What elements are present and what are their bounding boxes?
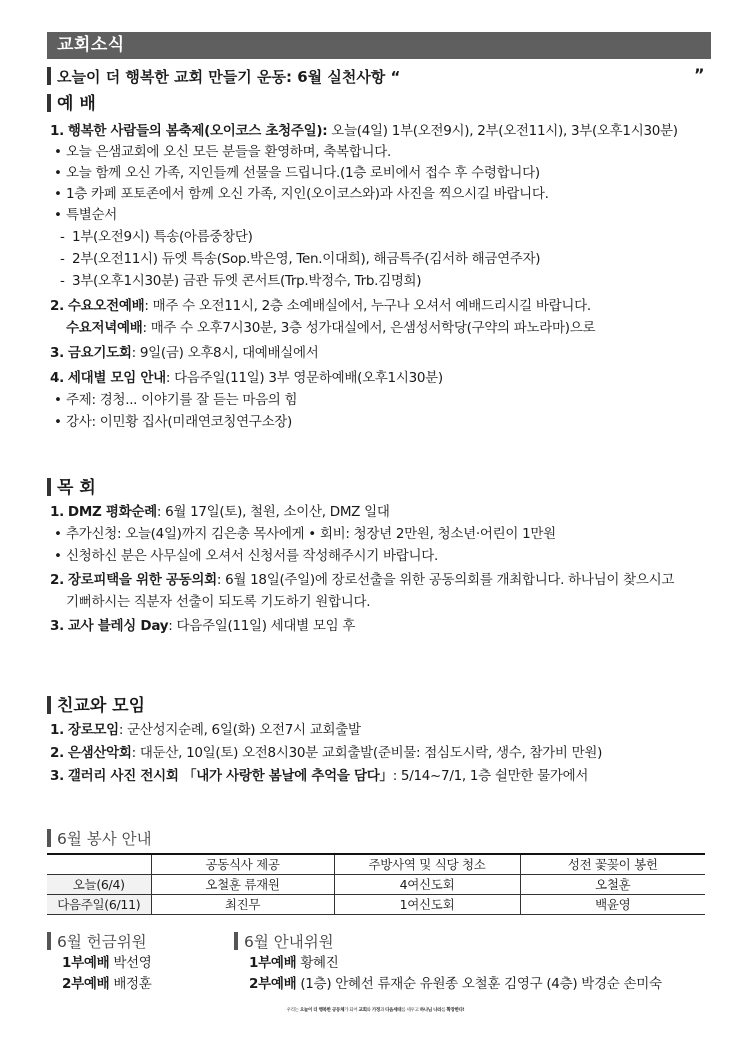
motto-emphasis: 오늘이 더 행복한 공동체 bbox=[299, 1008, 345, 1013]
motto-text: 를 bbox=[441, 1008, 447, 1013]
section-marker bbox=[47, 696, 51, 714]
row-label: 2부예배 bbox=[249, 976, 297, 992]
item-heading: 장로피택을 위한 공동의회 bbox=[67, 572, 217, 588]
dash-text: 1부(오전9시) 특송(아름중창단) bbox=[72, 229, 253, 245]
worship-item-4 bbox=[50, 369, 443, 387]
item-text: : 대둔산, 10일(토) 오전8시30분 교회출발(준비물: 점심도시락, 생수, 참가비 만원) bbox=[131, 745, 603, 761]
section-fellowship-label: 친교와 모임 bbox=[57, 696, 146, 716]
ministry-bullet: • 신청하신 분은 사무실에 오셔서 신청서를 작성해주시기 바랍니다. bbox=[54, 548, 438, 564]
ushers-row bbox=[249, 954, 339, 972]
ministry-item-2-cont: 기뻐하시는 직분자 선출이 되도록 기도하기 원합니다. bbox=[66, 594, 371, 610]
item-text: : 매주 수 오후7시30분, 3층 성가대실에서, 은샘성서학당(구약의 파노라마)으로 bbox=[142, 320, 596, 336]
section-ushers-label: 6월 안내위원 bbox=[244, 933, 334, 951]
motto-emphasis: 다음세대 bbox=[385, 1008, 402, 1013]
table-cell: 1여신도회 bbox=[334, 894, 520, 914]
table-cell: 다음주일(6/11) bbox=[47, 894, 151, 914]
item-heading: 수요오전예배 bbox=[67, 298, 145, 314]
section-service-label: 6월 봉사 안내 bbox=[57, 830, 152, 848]
row-names: (1층) 안혜선 류재순 유원종 오철훈 김영구 (4층) 박경순 손미숙 bbox=[296, 976, 662, 992]
ministry-item-1 bbox=[50, 503, 390, 521]
section-marker bbox=[47, 932, 51, 950]
worship-bullet: • 주제: 경청... 이야기를 잘 듣는 마음의 힘 bbox=[54, 392, 298, 408]
item-number: 1. bbox=[50, 504, 64, 520]
item-text: : 다음주일(11일) 세대별 모임 후 bbox=[168, 618, 356, 634]
item-text: : 6월 17일(토), 철원, 소이산, DMZ 일대 bbox=[156, 504, 390, 520]
table-header-cell: 주방사역 및 식당 청소 bbox=[334, 854, 520, 874]
table-header-cell: 성전 꽃꽂이 봉헌 bbox=[520, 854, 705, 874]
item-text: : 6월 18일(주일)에 장로선출을 위한 공동의회를 개최합니다. 하나님이 찾으시고 bbox=[216, 572, 675, 588]
motto-emphasis: 교회 bbox=[358, 1008, 367, 1013]
fellowship-item-1 bbox=[50, 721, 361, 739]
table-cell: 최진무 bbox=[151, 894, 334, 914]
item-heading: 갤러리 사진 전시회 「내가 사랑한 봄날에 추억을 담다」 bbox=[67, 768, 393, 784]
motto-emphasis: 확장한다! bbox=[446, 1008, 465, 1013]
bullet-text: 오늘 은샘교회에 오신 모든 분들을 환영하며, 축복합니다. bbox=[66, 144, 391, 160]
section-worship-label: 예 배 bbox=[57, 94, 96, 114]
service-table bbox=[47, 853, 705, 915]
bullet-text: 오늘 함께 오신 가족, 지인들께 선물을 드립니다.(1층 로비에서 접수 후 수령합니다) bbox=[66, 165, 540, 181]
worship-bullet: • 오늘 함께 오신 가족, 지인들께 선물을 드립니다.(1층 로비에서 접수 후 수령합니다) bbox=[54, 165, 540, 181]
row-names: 박선영 bbox=[109, 955, 152, 971]
item-number: 2. bbox=[50, 298, 64, 314]
row-names: 배정훈 bbox=[109, 976, 152, 992]
table-cell: 4여신도회 bbox=[334, 874, 520, 894]
item-number: 4. bbox=[50, 370, 64, 386]
table-header-row bbox=[47, 854, 705, 874]
item-number: 3. bbox=[50, 618, 64, 634]
section-marker bbox=[47, 94, 51, 112]
ushers-row bbox=[249, 975, 662, 993]
section-ministry-label: 목 회 bbox=[57, 478, 96, 498]
item-heading: 장로모임 bbox=[67, 722, 119, 738]
motto-text: 와 bbox=[366, 1008, 372, 1013]
item-heading: DMZ 평화순례 bbox=[67, 504, 157, 520]
table-row bbox=[47, 874, 705, 894]
bullet-text: 신청하신 분은 사무실에 오셔서 신청서를 작성해주시기 바랍니다. bbox=[66, 548, 438, 564]
offering-row bbox=[62, 975, 152, 993]
worship-item-3 bbox=[50, 344, 319, 362]
section-marker bbox=[47, 478, 51, 496]
table-cell: 오철훈 bbox=[520, 874, 705, 894]
section-worship-title bbox=[47, 94, 96, 114]
bullet-text: 주제: 경청... 이야기를 잘 듣는 마음의 힘 bbox=[66, 392, 298, 408]
fellowship-item-2 bbox=[50, 744, 602, 762]
ministry-item-2 bbox=[50, 571, 674, 589]
page-header: 교회소식 bbox=[47, 32, 711, 59]
section-marker bbox=[47, 829, 51, 847]
item-number: 2. bbox=[50, 745, 64, 761]
bullet-text: 1층 카페 포토존에서 함께 오신 가족, 지인(오이코스와)과 사진을 찍으시길 바랍니다. bbox=[66, 186, 549, 202]
row-label: 1부예배 bbox=[249, 955, 297, 971]
offering-row bbox=[62, 954, 152, 972]
section-marker bbox=[47, 67, 51, 85]
campaign-end-quote: ” bbox=[694, 65, 705, 84]
section-offering-title bbox=[47, 932, 147, 952]
motto-text: 과 bbox=[379, 1008, 386, 1013]
fellowship-item-3 bbox=[50, 767, 588, 785]
campaign-line bbox=[47, 67, 400, 87]
worship-item-2b bbox=[66, 319, 595, 337]
item-heading: 교사 블레싱 Day bbox=[67, 618, 169, 634]
worship-item-1 bbox=[50, 122, 678, 140]
footer-motto bbox=[0, 1007, 751, 1013]
motto-text: 를 세우고 bbox=[401, 1008, 420, 1013]
motto-text: 우리는 bbox=[286, 1008, 300, 1013]
ministry-bullet: • 추가신청: 오늘(4일)까지 김은총 목사에게 • 회비: 청장년 2만원, 청소년·어린이 1만원 bbox=[54, 526, 556, 542]
bullet-text: 강사: 이민황 집사(미래연코칭연구소장) bbox=[66, 414, 293, 430]
worship-bullet: • 특별순서 bbox=[54, 207, 117, 223]
section-service-title bbox=[47, 829, 152, 849]
item-text: : 9일(금) 오후8시, 대예배실에서 bbox=[131, 345, 319, 361]
table-cell: 오늘(6/4) bbox=[47, 874, 151, 894]
worship-bullet: • 강사: 이민황 집사(미래연코칭연구소장) bbox=[54, 414, 293, 430]
campaign-text: 오늘이 더 행복한 교회 만들기 운동: 6월 실천사항 “ bbox=[57, 68, 401, 86]
item-text: : 다음주일(11일) 3부 영문하예배(오후1시30분) bbox=[165, 370, 443, 386]
ministry-item-3 bbox=[50, 617, 355, 635]
item-heading: 행복한 사람들의 봄축제(오이코스 초청주일): bbox=[67, 123, 328, 139]
table-row bbox=[47, 894, 705, 914]
item-number: 1. bbox=[50, 123, 64, 139]
row-names: 황혜진 bbox=[296, 955, 339, 971]
item-text: 오늘(4일) 1부(오전9시), 2부(오전11시), 3부(오후1시30분) bbox=[327, 123, 678, 139]
dash-text: 2부(오전11시) 듀엣 특송(Sop.박은영, Ten.이대희), 해금특주(김서하 해금연주자) bbox=[72, 251, 541, 267]
section-ministry-title bbox=[47, 478, 96, 498]
item-heading: 금요기도회 bbox=[67, 345, 132, 361]
item-number: 2. bbox=[50, 572, 64, 588]
item-heading: 은샘산악회 bbox=[67, 745, 132, 761]
motto-emphasis: 가정 bbox=[371, 1008, 380, 1013]
section-ushers-title bbox=[234, 932, 334, 952]
worship-dash-item: - 2부(오전11시) 듀엣 특송(Sop.박은영, Ten.이대희), 해금특주(김서하 해금연주자) bbox=[60, 251, 541, 267]
table-cell: 백윤영 bbox=[520, 894, 705, 914]
worship-item-2 bbox=[50, 297, 591, 315]
row-label: 2부예배 bbox=[62, 976, 110, 992]
item-heading: 수요저녁예배 bbox=[66, 320, 143, 336]
bullet-text: 특별순서 bbox=[66, 207, 117, 223]
table-cell: 오철훈 류재원 bbox=[151, 874, 334, 894]
dash-text: 3부(오후1시30분) 금관 듀엣 콘서트(Trp.박정수, Trb.김명희) bbox=[72, 273, 422, 289]
item-heading: 세대별 모임 안내 bbox=[67, 370, 166, 386]
row-label: 1부예배 bbox=[62, 955, 110, 971]
bullet-text: 추가신청: 오늘(4일)까지 김은총 목사에게 • 회비: 청장년 2만원, 청소년·어린이 1만원 bbox=[66, 526, 556, 542]
motto-emphasis: 하나님 나라 bbox=[419, 1008, 442, 1013]
section-offering-label: 6월 헌금위원 bbox=[57, 933, 147, 951]
item-text: : 군산성지순례, 6일(화) 오전7시 교회출발 bbox=[118, 722, 361, 738]
table-header-cell: 공동식사 제공 bbox=[151, 854, 334, 874]
item-number: 3. bbox=[50, 345, 64, 361]
worship-dash-item: - 1부(오전9시) 특송(아름중창단) bbox=[60, 229, 253, 245]
worship-dash-item: - 3부(오후1시30분) 금관 듀엣 콘서트(Trp.박정수, Trb.김명희) bbox=[60, 273, 422, 289]
worship-bullet: • 1층 카페 포토존에서 함께 오신 가족, 지인(오이코스와)과 사진을 찍으시길 바랍니다. bbox=[54, 186, 549, 202]
section-fellowship-title bbox=[47, 696, 145, 716]
table-header-cell bbox=[47, 854, 151, 874]
worship-bullet: • 오늘 은샘교회에 오신 모든 분들을 환영하며, 축복합니다. bbox=[54, 144, 391, 160]
item-text: : 매주 수 오전11시, 2층 소예배실에서, 누구나 오셔서 예배드리시길 바랍니다. bbox=[144, 298, 591, 314]
section-marker bbox=[234, 932, 238, 950]
item-number: 3. bbox=[50, 768, 64, 784]
item-text: : 5/14~7/1, 1층 쉴만한 물가에서 bbox=[392, 768, 589, 784]
item-number: 1. bbox=[50, 722, 64, 738]
motto-text: 가 되어 bbox=[344, 1008, 359, 1013]
